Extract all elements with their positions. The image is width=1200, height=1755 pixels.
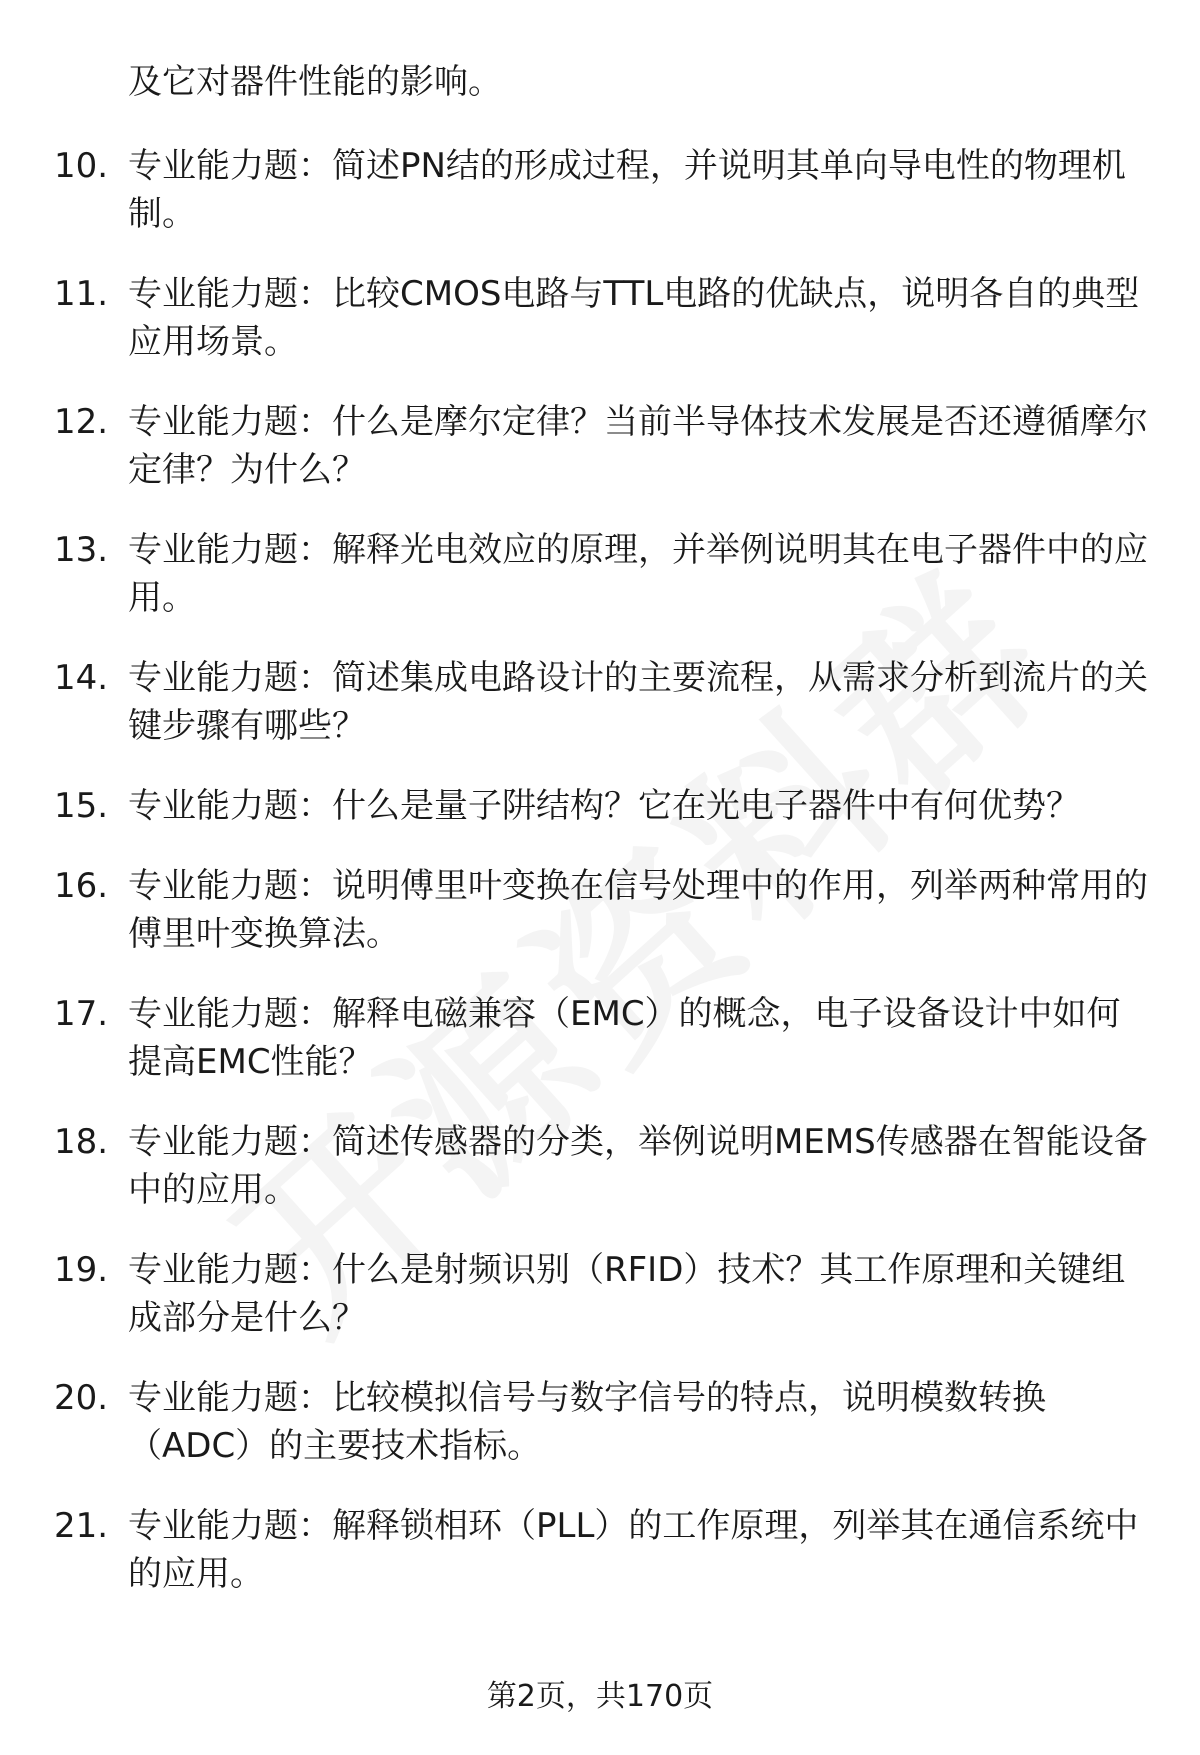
question-item — [54, 398, 1164, 494]
question-text: 专业能力题：比较CMOS电路与TTL电路的优缺点，说明各自的典型应用场景。 — [128, 274, 1140, 362]
question-item — [54, 270, 1164, 366]
question-text: 专业能力题：简述集成电路设计的主要流程，从需求分析到流片的关键步骤有哪些？ — [128, 658, 1148, 746]
question-text: 专业能力题：比较模拟信号与数字信号的特点，说明模数转换（ADC）的主要技术指标。 — [128, 1378, 1046, 1466]
question-text: 专业能力题：简述传感器的分类，举例说明MEMS传感器在智能设备中的应用。 — [128, 1122, 1148, 1210]
page-footer: 第2页，共170页 — [486, 1679, 714, 1714]
question-item — [54, 862, 1164, 958]
question-number: 12. — [54, 402, 109, 442]
question-text: 专业能力题：解释光电效应的原理，并举例说明其在电子器件中的应用。 — [128, 530, 1148, 618]
question-text: 专业能力题：简述PN结的形成过程，并说明其单向导电性的物理机制。 — [128, 146, 1126, 234]
question-item — [54, 990, 1164, 1086]
question-number: 10. — [54, 146, 109, 186]
question-text: 专业能力题：解释电磁兼容（EMC）的概念，电子设备设计中如何提高EMC性能？ — [128, 994, 1121, 1082]
question-text: 专业能力题：说明傅里叶变换在信号处理中的作用，列举两种常用的傅里叶变换算法。 — [128, 866, 1148, 954]
question-text: 专业能力题：什么是摩尔定律？当前半导体技术发展是否还遵循摩尔定律？为什么？ — [128, 402, 1148, 490]
question-text: 专业能力题：解释锁相环（PLL）的工作原理，列举其在通信系统中的应用。 — [128, 1506, 1139, 1594]
question-item — [54, 1502, 1164, 1598]
question-item — [54, 142, 1164, 238]
question-number: 11. — [54, 274, 109, 314]
question-item — [54, 1246, 1164, 1342]
question-number: 19. — [54, 1250, 109, 1290]
question-number: 14. — [54, 658, 109, 698]
question-number: 20. — [54, 1378, 109, 1418]
question-number: 18. — [54, 1122, 109, 1162]
question-text: 专业能力题：什么是量子阱结构？它在光电子器件中有何优势？ — [128, 786, 1080, 826]
continuation-text: 及它对器件性能的影响。 — [128, 62, 502, 102]
question-number: 21. — [54, 1506, 109, 1546]
question-item — [54, 1118, 1164, 1214]
question-list — [54, 58, 1164, 1630]
question-item — [54, 654, 1164, 750]
question-item — [54, 526, 1164, 622]
question-number: 17. — [54, 994, 109, 1034]
question-text: 专业能力题：什么是射频识别（RFID）技术？其工作原理和关键组成部分是什么？ — [128, 1250, 1126, 1338]
question-number: 13. — [54, 530, 109, 570]
question-item — [54, 1374, 1164, 1470]
question-item — [54, 782, 1164, 830]
question-number: 15. — [54, 786, 109, 826]
question-number: 16. — [54, 866, 109, 906]
